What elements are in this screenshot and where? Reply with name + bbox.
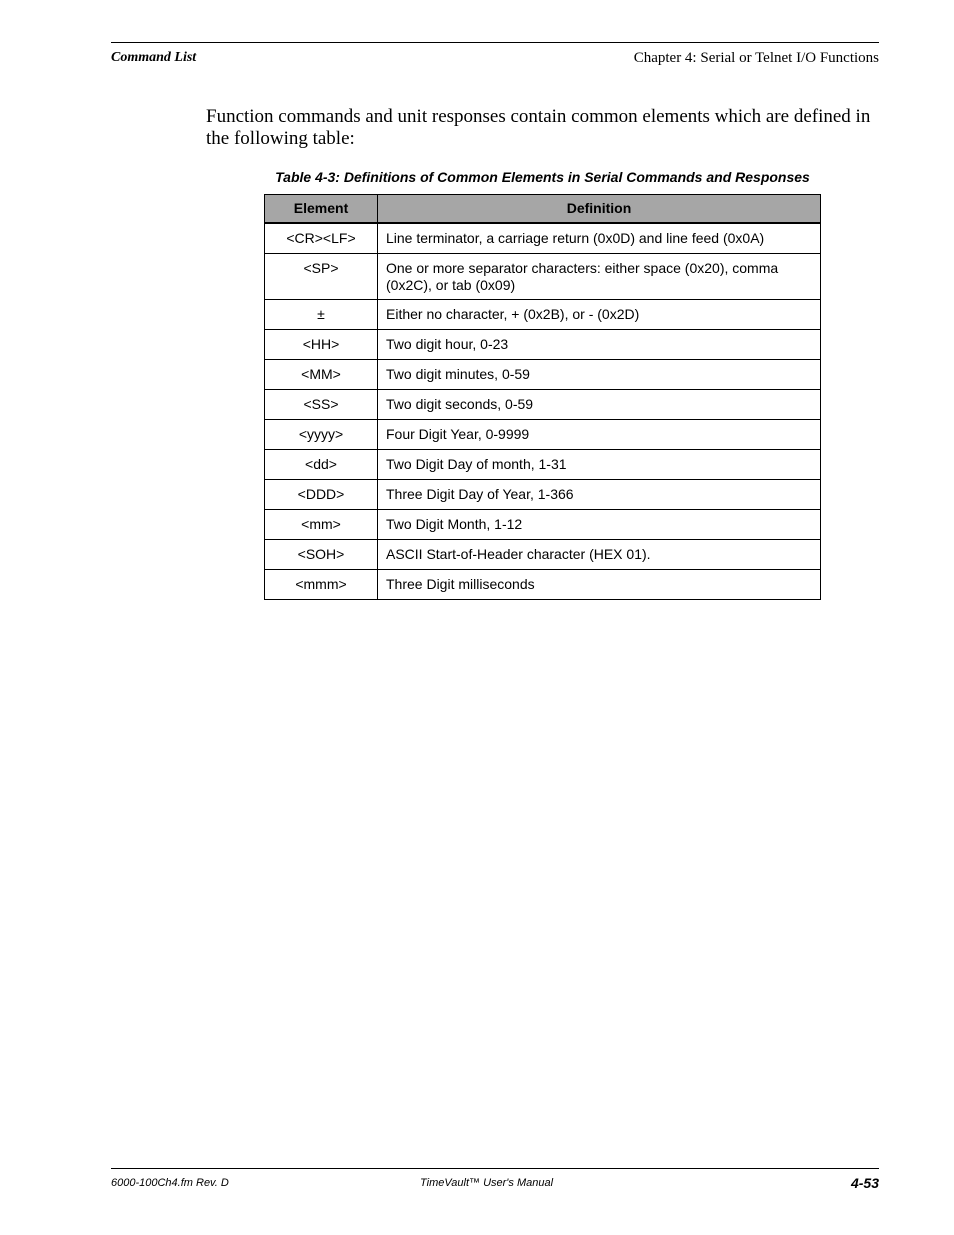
element-cell: <SS> xyxy=(265,390,378,420)
manual-title: TimeVault™ User's Manual xyxy=(420,1177,554,1189)
table-row xyxy=(265,420,821,450)
definition-cell: Two digit seconds, 0-59 xyxy=(378,390,821,420)
definition-cell: Two digit minutes, 0-59 xyxy=(378,360,821,390)
element-cell: ± xyxy=(265,300,378,330)
definition-cell: Two Digit Day of month, 1-31 xyxy=(378,450,821,480)
element-cell: <mmm> xyxy=(265,570,378,600)
element-cell: <MM> xyxy=(265,360,378,390)
table-row xyxy=(265,223,821,254)
table-row xyxy=(265,540,821,570)
element-cell: <DDD> xyxy=(265,480,378,510)
page-number: 4-53 xyxy=(850,1175,879,1191)
table-row xyxy=(265,360,821,390)
chapter-title: Chapter 4: Serial or Telnet I/O Functions xyxy=(633,50,879,66)
page-footer xyxy=(111,1168,879,1191)
definition-cell: ASCII Start-of-Header character (HEX 01). xyxy=(378,540,821,570)
definitions-table xyxy=(264,194,821,600)
intro-paragraph: Function commands and unit responses contain common elements which are defined in the following table: xyxy=(206,106,871,149)
definition-cell: Three Digit Day of Year, 1-366 xyxy=(378,480,821,510)
table-row xyxy=(265,480,821,510)
table-row xyxy=(265,330,821,360)
definition-cell: Line terminator, a carriage return (0x0D) and line feed (0x0A) xyxy=(378,223,821,254)
element-cell: <HH> xyxy=(265,330,378,360)
table-row xyxy=(265,254,821,300)
table-row xyxy=(265,570,821,600)
file-revision: 6000-100Ch4.fm Rev. D xyxy=(111,1177,229,1189)
table-row xyxy=(265,510,821,540)
element-cell: <mm> xyxy=(265,510,378,540)
table-row xyxy=(265,450,821,480)
definition-cell: Two digit hour, 0-23 xyxy=(378,330,821,360)
definition-cell: Either no character, + (0x2B), or - (0x2D) xyxy=(378,300,821,330)
definition-cell: Four Digit Year, 0-9999 xyxy=(378,420,821,450)
definition-cell: One or more separator characters: either space (0x20), comma (0x2C), or tab (0x09) xyxy=(378,254,821,300)
section-title: Command List xyxy=(111,50,197,65)
element-cell: <dd> xyxy=(265,450,378,480)
definition-cell: Two Digit Month, 1-12 xyxy=(378,510,821,540)
element-cell: <SOH> xyxy=(265,540,378,570)
column-header-definition: Definition xyxy=(378,195,821,224)
element-cell: <CR><LF> xyxy=(265,223,378,254)
element-cell: <yyyy> xyxy=(265,420,378,450)
column-header-element: Element xyxy=(265,195,378,224)
element-cell: <SP> xyxy=(265,254,378,300)
table-row xyxy=(265,390,821,420)
table-caption: Table 4-3: Definitions of Common Elements in Serial Commands and Responses xyxy=(275,169,810,185)
table-row xyxy=(265,300,821,330)
page-header xyxy=(111,42,879,66)
definition-cell: Three Digit milliseconds xyxy=(378,570,821,600)
table-header-row xyxy=(265,195,821,224)
